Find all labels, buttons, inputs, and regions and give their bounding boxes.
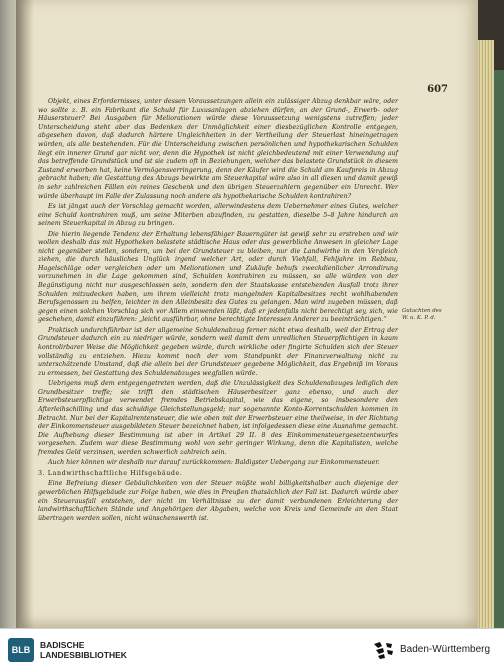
footer-bar: [0, 628, 504, 671]
paragraph-1: Objekt, eines Erfordernisses, unter dessen Voraussetzungen allein ein zulässiger Abzug denkbar wäre, oder wo sollte z. B. ein Fabrikant die Schuld für Luxusanlagen abziehen dürfen, an der Grund-, Erwerb- oder Häusersteuer? Bei Ausgaben für Meliorationen würde diese Voraussetzung wenigstens zutreffen; jeder Unterscheidung steht aber das Bedenken der Unmöglichkeit einer diesbezüglichen Kontrolle entgegen, abgesehen davon, daß dadurch härtere Ungleichheiten in der Vertheilung der Steuerlast hineingetragen würden, als alle bestehenden. Für die Unterscheidung zwischen persönlichen und hypothekarischen Schulden liegt ein innerer Grund gar nicht vor, denn die Hypothek ist nicht gleichbedeutend mit einer Verwendung auf das betreffende Grundstück und ist sie zudem oft in Beziehungen, welcher das belastete Grundstück in diesem Zustand erworben hat, keine Vermögensverringerung, denn der Käufer wird die Schuld am Kaufpreis in Abzug gebracht haben; die Gestattung des Abzugs bewirkte am Steuerkapital wäre also in all diesen und damit gewiß in sehr zahlreichen Fällen ein reines Geschenk und den übrigen Steuerzahlern gegenüber ein Unrecht. Wer würde überhaupt im Falle der Zulassung noch andere als hypothekarische Schulden kontrahiren?: [38, 98, 398, 200]
baden-wuerttemberg-lions-icon: [372, 640, 396, 660]
page-edge-stack: [478, 40, 494, 628]
page-number: 607: [427, 84, 448, 95]
paragraph-6: Auch hier können wir deshalb nur darauf zurückkommen: Baldigster Uebergang zur Einkommensteuer.: [48, 459, 380, 467]
margin-note: Gutachten des W. u. K. P. d.: [402, 308, 442, 321]
paragraph-2: Es ist jängst auch der Vorschlag gemacht worden, allerwindestens dem Uebernehmer eines Gutes, welcher eine Schuld kontrahiren muß, um seine Miterben abzufinden, zu gestatten, dieselbe 5–8 Jahre hindurch an seinem Steuerkapital in Abzug zu bringen.: [38, 202, 398, 228]
library-name-line1: BADISCHE: [40, 640, 85, 650]
state-name[interactable]: Baden-Württemberg: [400, 644, 491, 655]
body-text: [38, 98, 398, 525]
paragraph-4: Praktisch undurchführbar ist der allgemeine Schuldenabzug ferner nicht etwa deshalb, weil der Ertrag der Grundsteuer dadurch ein zu niedriger würde, sondern weil damit dem unredlichen Steuerpflichtigen in kaum kontrolirbarer Weise die Möglichkeit gegeben würde, durch wirkliche oder fingirte Schulden sich der Steuer vollständig zu entziehen. Hiezu kommt noch der vom Standpunkt der Finanzverwaltung nicht zu unterschätzende Umstand, daß die allein bei der Grundsteuer gegebene Möglichkeit, das Ergebniß im Voraus zu ermessen, bei Gestattung des Schuldenabzuges wegfallen würde.: [38, 326, 398, 377]
library-name[interactable]: [40, 640, 127, 660]
paragraph-5: Uebrigens muß dem entgegengetreten werden, daß die Unzulässigkeit des Schuldenabzuges lediglich den Grundbesitzer treffe; sie trifft den städtischen Häuserbesitzer ganz ebenso, und auch der Erwerbsteuerpflichtige verwendet fremdes Betriebskapital, wie das eigene, so insbesondere den Afterleihschilling und das schuldige Gleichstellungsgeld; nur sogenannte Konto-Korrentschulden kommen in Betracht. Nur bei der Kapitalrentensteuer, die wie oben mit der Erwerbsteuer eine theilweise, in der Richtung der Einkommensteuer ausgebildeten Steuer bezeichnet haben, ist infolgedessen diese eine Ausnahme gemacht. Die Aufhebung dieser Bestimmung ist aber in Artikel 29 II. 8 des Einkommensteuergesetzentwurfes vorgesehen. Zudem war diese Bestimmung wohl von sehr geringer Wirkung, denn die Kapitalisten, welche fremdes Geld verzinsen, werden schwerlich zahlreich sein.: [38, 380, 398, 456]
paragraph-3: Die hierin liegende Tendenz der Erhaltung lebensfähiger Bauerngüter ist gewiß sehr zu erstreben und wir wollen deshalb das mit Hypotheken belastete städtische Haus oder das gewerbliche Anwesen in gleicher Lage nicht gegenüber stellen, sondern, um bei der Grundsteuer zu bleiben, nur die Landwirthe in den Vergleich ziehen, die durch häusliches Unglück irgend welcher Art, oder durch Viehfall, Fehljahre im Rebbau, Hagelschläge oder vergleichen oder um Meliorationen und Zukäufe behufs zweckdienlicher Arrondirung vorzunehmen in die Lage gekommen sind, Schulden kontrahiren zu müssen, so alle würden von der Begünstigung nicht nur ausgeschlossen sein, sondern den der Staatskasse entstehenden Ausfall trotz ihrer Schulden mitzudecken haben, um ihrem vielleicht trotz mangelnden Kapitalbesitzes recht wohlhabenden Berufsgenossen zu helfen, leichter in den Alleinbesitz des Gutes zu gelangen. Man wird zugeben müssen, daß gegen einen solchen Vorschlag sich vor Allem einwenden läßt, daß er jedenfalls nicht berechtigt sey, sich, wie geschehen, damit einzuführen: „leicht ausführbar, ohne berechtigte Interessen Anderer zu beeinträchtigen.“: [38, 230, 398, 324]
gutter-shadow: [16, 0, 34, 628]
book-cover-edge: [494, 70, 504, 628]
library-name-line2: LANDESBIBLIOTHEK: [40, 650, 127, 660]
section-heading: 3. Landwirthschaftliche Hilfsgebäude.: [38, 469, 183, 477]
paragraph-7: Eine Befreiung dieser Gebäulichkeiten von der Steuer müßte wohl billigkeitshalber auch diejenige der gewerblichen Hilfsgebäude zur Folge haben, wie dies in Preußen thatsächlich der Fall ist. Dadurch würde aber ein Steuerausfall entstehen, der nicht im Verhältnisse zu der damit verbundenen Erleichterung der landwirthschaftlichen Stände und Angehörigen der Abgaben, welche von Kreis und Gemeinde an den Staat übertragen werden sollen, nicht wünschenswerth ist.: [38, 480, 398, 522]
blb-logo-icon[interactable]: BLB: [8, 638, 34, 662]
